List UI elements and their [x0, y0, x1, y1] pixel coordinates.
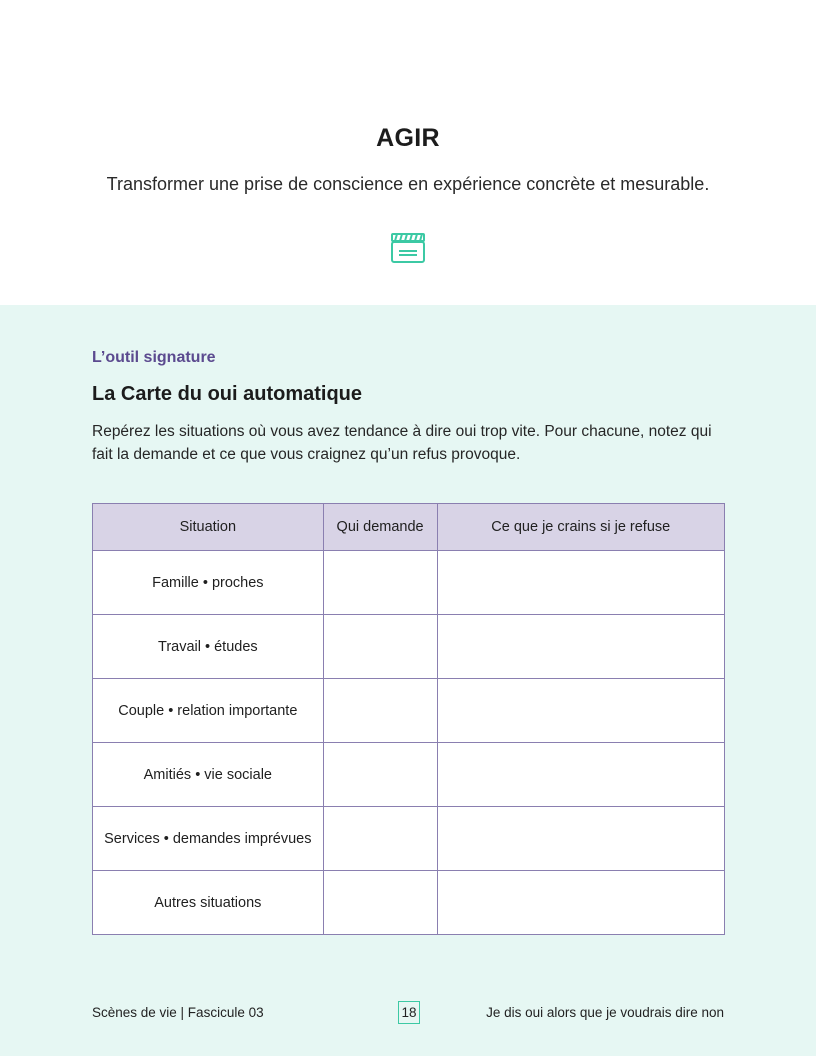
- situation-cell: Autres situations: [93, 871, 324, 935]
- intro-paragraph: Repérez les situations où vous avez tendance à dire oui trop vite. Pour chacune, notez qui fait la demande et ce que vous craignez qu’un refus provoque.: [92, 423, 712, 463]
- crainte-cell[interactable]: [437, 871, 724, 935]
- qui-demande-cell[interactable]: [323, 743, 437, 807]
- situation-cell: Couple • relation importante: [93, 679, 324, 743]
- qui-demande-cell[interactable]: [323, 807, 437, 871]
- qui-demande-cell[interactable]: [323, 871, 437, 935]
- header-crainte: Ce que je crains si je refuse: [437, 504, 724, 551]
- page-number: 18: [398, 1001, 420, 1024]
- crainte-cell[interactable]: [437, 743, 724, 807]
- page-title: AGIR: [376, 124, 440, 152]
- crainte-cell[interactable]: [437, 615, 724, 679]
- crainte-cell[interactable]: [437, 551, 724, 615]
- footer-series: Scènes de vie | Fascicule 03: [92, 1005, 264, 1020]
- situation-cell: Travail • études: [93, 615, 324, 679]
- crainte-cell[interactable]: [437, 807, 724, 871]
- table-row: [93, 551, 725, 615]
- crainte-cell[interactable]: [437, 679, 724, 743]
- tool-title: La Carte du oui automatique: [92, 383, 363, 405]
- table-row: [93, 807, 725, 871]
- qui-demande-cell[interactable]: [323, 551, 437, 615]
- clapperboard-icon: [390, 232, 426, 264]
- header-section: [0, 0, 816, 305]
- qui-demande-cell[interactable]: [323, 679, 437, 743]
- table-row: [93, 871, 725, 935]
- table-row: [93, 615, 725, 679]
- situation-cell: Famille • proches: [93, 551, 324, 615]
- table-row: [93, 743, 725, 807]
- qui-demande-cell[interactable]: [323, 615, 437, 679]
- header-situation: Situation: [93, 504, 324, 551]
- header-qui-demande: Qui demande: [323, 504, 437, 551]
- situation-cell: Amitiés • vie sociale: [93, 743, 324, 807]
- table-header-row: [93, 504, 725, 551]
- footer-booklet-title: Je dis oui alors que je voudrais dire non: [486, 1005, 724, 1020]
- table-row: [93, 679, 725, 743]
- section-kicker: L’outil signature: [92, 349, 216, 366]
- page-subtitle: Transformer une prise de conscience en expérience concrète et mesurable.: [106, 174, 710, 194]
- situation-cell: Services • demandes imprévues: [93, 807, 324, 871]
- situation-table: [92, 503, 725, 935]
